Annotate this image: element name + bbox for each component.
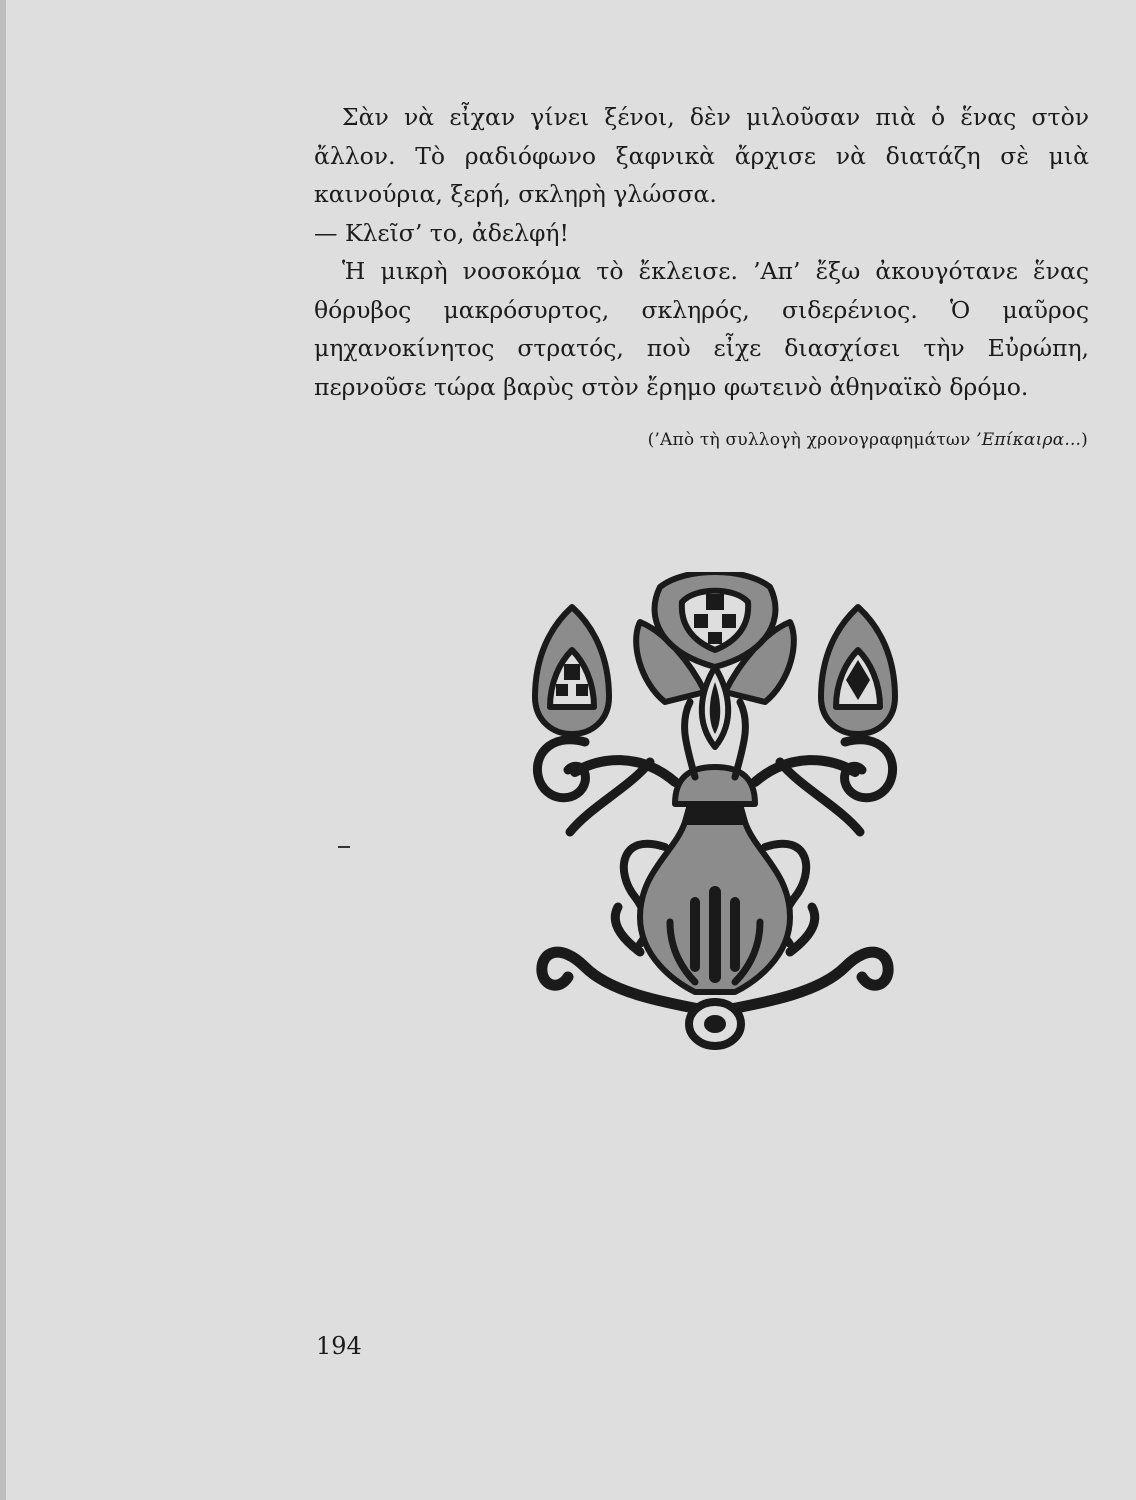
source-suffix: )	[1081, 430, 1088, 450]
source-citation	[560, 430, 1088, 450]
paragraph-2: — Κλεῖσ’ το, ἀδελφή!	[314, 218, 569, 247]
floral-vase-ornament-icon	[490, 572, 940, 1067]
source-title: ’Επίκαιρα...	[976, 430, 1082, 450]
stray-mark	[338, 846, 350, 848]
page-edge	[0, 0, 6, 1500]
paragraph-1: Σὰν νὰ εἶχαν γίνει ξένοι, δὲν μιλοῦσαν πιὰ ὁ ἕνας στὸν ἄλλον. Τὸ ραδιόφωνο ξαφνικὰ ἄρχισε νὰ διατάζη σὲ μιὰ καινούρια, ξερή, σκληρὴ γλώσσα.	[314, 103, 1089, 208]
page-number: 194	[316, 1332, 362, 1360]
body-text	[314, 98, 1089, 406]
paragraph-3: Ἡ μικρὴ νοσοκόμα τὸ ἔκλεισε. ’Απ’ ἔξω ἀκουγότανε ἕνας θόρυβος μακρόσυρτος, σκληρός, σιδερένιος. Ὁ μαῦρος μηχανοκίνητος στρατός, ποὺ εἶχε διασχίσει τὴν Εὐρώπη, περνοῦσε τώρα βαρὺς στὸν ἔρημο φωτεινὸ ἀθηναϊκὸ δρόμο.	[314, 257, 1089, 401]
source-prefix: (’Απὸ τὴ συλλογὴ χρονογραφημάτων	[647, 430, 977, 450]
